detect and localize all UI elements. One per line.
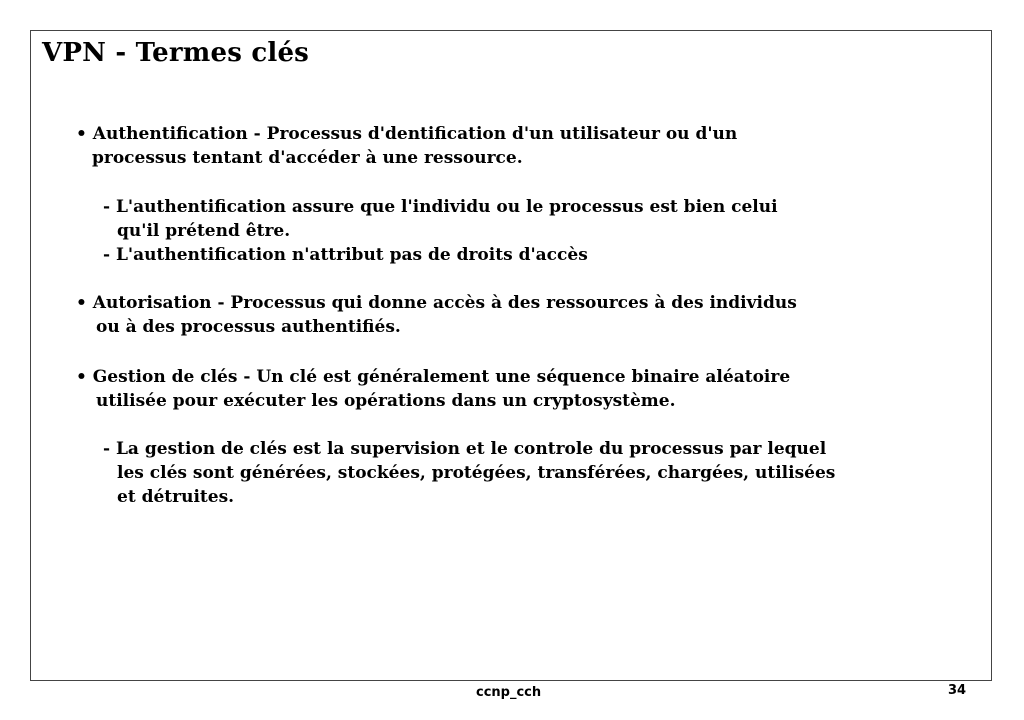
sub-bullet-gestion-supervision-continued: les clés sont générées, stockées, protégées, transférées, chargées, utilisées [117, 463, 836, 483]
bullet-gestion-de-cles: • Gestion de clés - Un clé est généralement une séquence binaire aléatoire [76, 367, 791, 387]
sub-bullet-authentification-droits: - L'authentification n'attribut pas de droits d'accès [103, 245, 588, 265]
bullet-authentification-continued: processus tentant d'accéder à une ressource. [92, 148, 523, 168]
sub-bullet-authentification-assure-continued: qu'il prétend être. [117, 221, 291, 241]
bullet-gestion-de-cles-continued: utilisée pour exécuter les opérations dans un cryptosystème. [96, 391, 676, 411]
bullet-autorisation: • Autorisation - Processus qui donne accès à des ressources à des individus [76, 293, 797, 313]
sub-bullet-gestion-supervision: - La gestion de clés est la supervision et le controle du processus par lequel [103, 439, 827, 459]
bullet-authentification: • Authentification - Processus d'dentification d'un utilisateur ou d'un [76, 124, 738, 144]
footer-label: ccnp_cch [476, 685, 542, 700]
sub-bullet-gestion-supervision-end: et détruites. [117, 487, 235, 507]
page-number: 34 [948, 683, 967, 698]
slide-title: VPN - Termes clés [42, 38, 310, 68]
sub-bullet-authentification-assure: - L'authentification assure que l'individu ou le processus est bien celui [103, 197, 778, 217]
bullet-autorisation-continued: ou à des processus authentifiés. [96, 317, 401, 337]
